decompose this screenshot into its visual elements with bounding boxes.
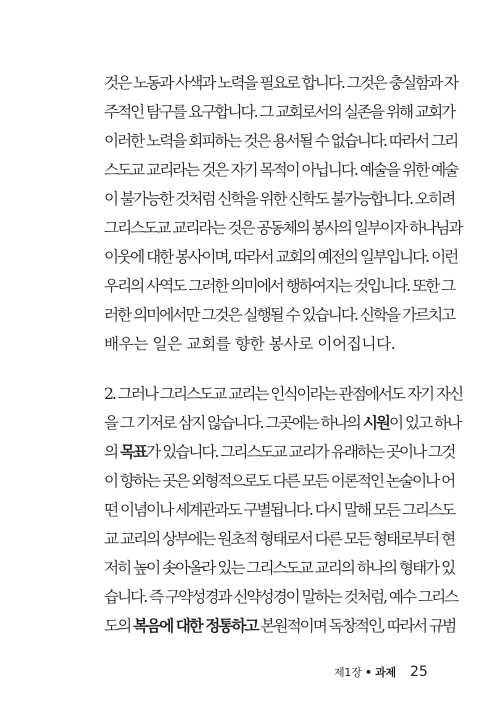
emphasis-goal: 목표 bbox=[120, 442, 147, 461]
text-segment: 을 그 기저로 삼지 않습니다. 그곳에는 하나의 bbox=[104, 414, 363, 432]
paragraph-1-line: 이러한 노력을 회피하는 것은 용서될 수 없습니다. 따라서 그리 bbox=[104, 132, 458, 150]
bullet-separator: • bbox=[364, 666, 372, 679]
paragraph-1-line: 스도교 교리라는 것은 자기 목적이 아닙니다. 예술을 위한 예술 bbox=[104, 161, 458, 179]
running-footer bbox=[334, 666, 396, 680]
page-number: 25 bbox=[410, 664, 428, 680]
text-segment: 의 bbox=[104, 443, 121, 461]
paragraph-2-line: 저히 높이 솟아올라 있는 그리스도교 교리의 하나의 형태가 있 bbox=[104, 559, 455, 577]
emphasis-gospel: 복음에 대한 정통하고 bbox=[133, 616, 258, 635]
paragraph-1-line: 배우는 일은 교회를 향한 봉사로 이어집니다. bbox=[104, 335, 396, 353]
text-segment: 도의 bbox=[104, 617, 134, 635]
paragraph-2-line: 습니다. 즉 구약성경과 신약성경이 말하는 것처럼, 예수 그리스 bbox=[104, 588, 458, 606]
paragraph-2-line bbox=[104, 616, 456, 636]
paragraph-1-line: 그리스도교 교리라는 것은 공동체의 봉사의 일부이자 하나님과 bbox=[104, 219, 462, 237]
paragraph-1-line: 것은 노동과 사색과 노력을 필요로 합니다. 그것은 충실함과 자 bbox=[104, 74, 458, 92]
paragraph-1-line: 러한 의미에서만 그것은 실행될 수 있습니다. 신학을 가르치고 bbox=[104, 306, 455, 324]
paragraph-2-line: 떤 이념이나 세계관과도 구별됩니다. 다시 말해 모든 그리스도 bbox=[104, 501, 455, 519]
paragraph-2-line: 이 향하는 곳은 외형적으로도 다른 모든 이론적인 논술이나 어 bbox=[104, 472, 455, 490]
text-segment: 가 있습니다. 그리스도교 교리가 유래하는 곳이나 그것 bbox=[146, 443, 455, 461]
chapter-label: 제1장 bbox=[334, 666, 362, 679]
text-segment: 본원적이며 독창적인, 따라서 규범 bbox=[257, 617, 456, 635]
text-segment: 이 있고 하나 bbox=[388, 414, 461, 432]
paragraph-1-line: 주적인 탐구를 요구합니다. 그 교회로서의 실존을 위해 교회가 bbox=[104, 103, 455, 121]
paragraph-2-line: 교 교리의 상부에는 원초적 형태로서 다른 모든 형태로부터 현 bbox=[104, 530, 455, 548]
paragraph-2-line: 2. 그러나 그리스도교 교리는 인식이라는 관점에서도 자기 자신 bbox=[104, 385, 463, 403]
paragraph-1-line: 우리의 사역도 그러한 의미에서 행하여지는 것입니다. 또한 그 bbox=[104, 277, 455, 295]
paragraph-2-line bbox=[104, 442, 455, 462]
emphasis-origin: 시원 bbox=[362, 413, 389, 432]
paragraph-2-line bbox=[104, 413, 461, 433]
paragraph-1-line: 이 불가능한 것처럼 신학을 위한 신학도 불가능합니다. 오히려 bbox=[104, 190, 455, 208]
chapter-title: 과제 bbox=[375, 666, 396, 679]
paragraph-1-line: 이웃에 대한 봉사이며, 따라서 교회의 예전의 일부입니다. 이런 bbox=[104, 248, 458, 266]
